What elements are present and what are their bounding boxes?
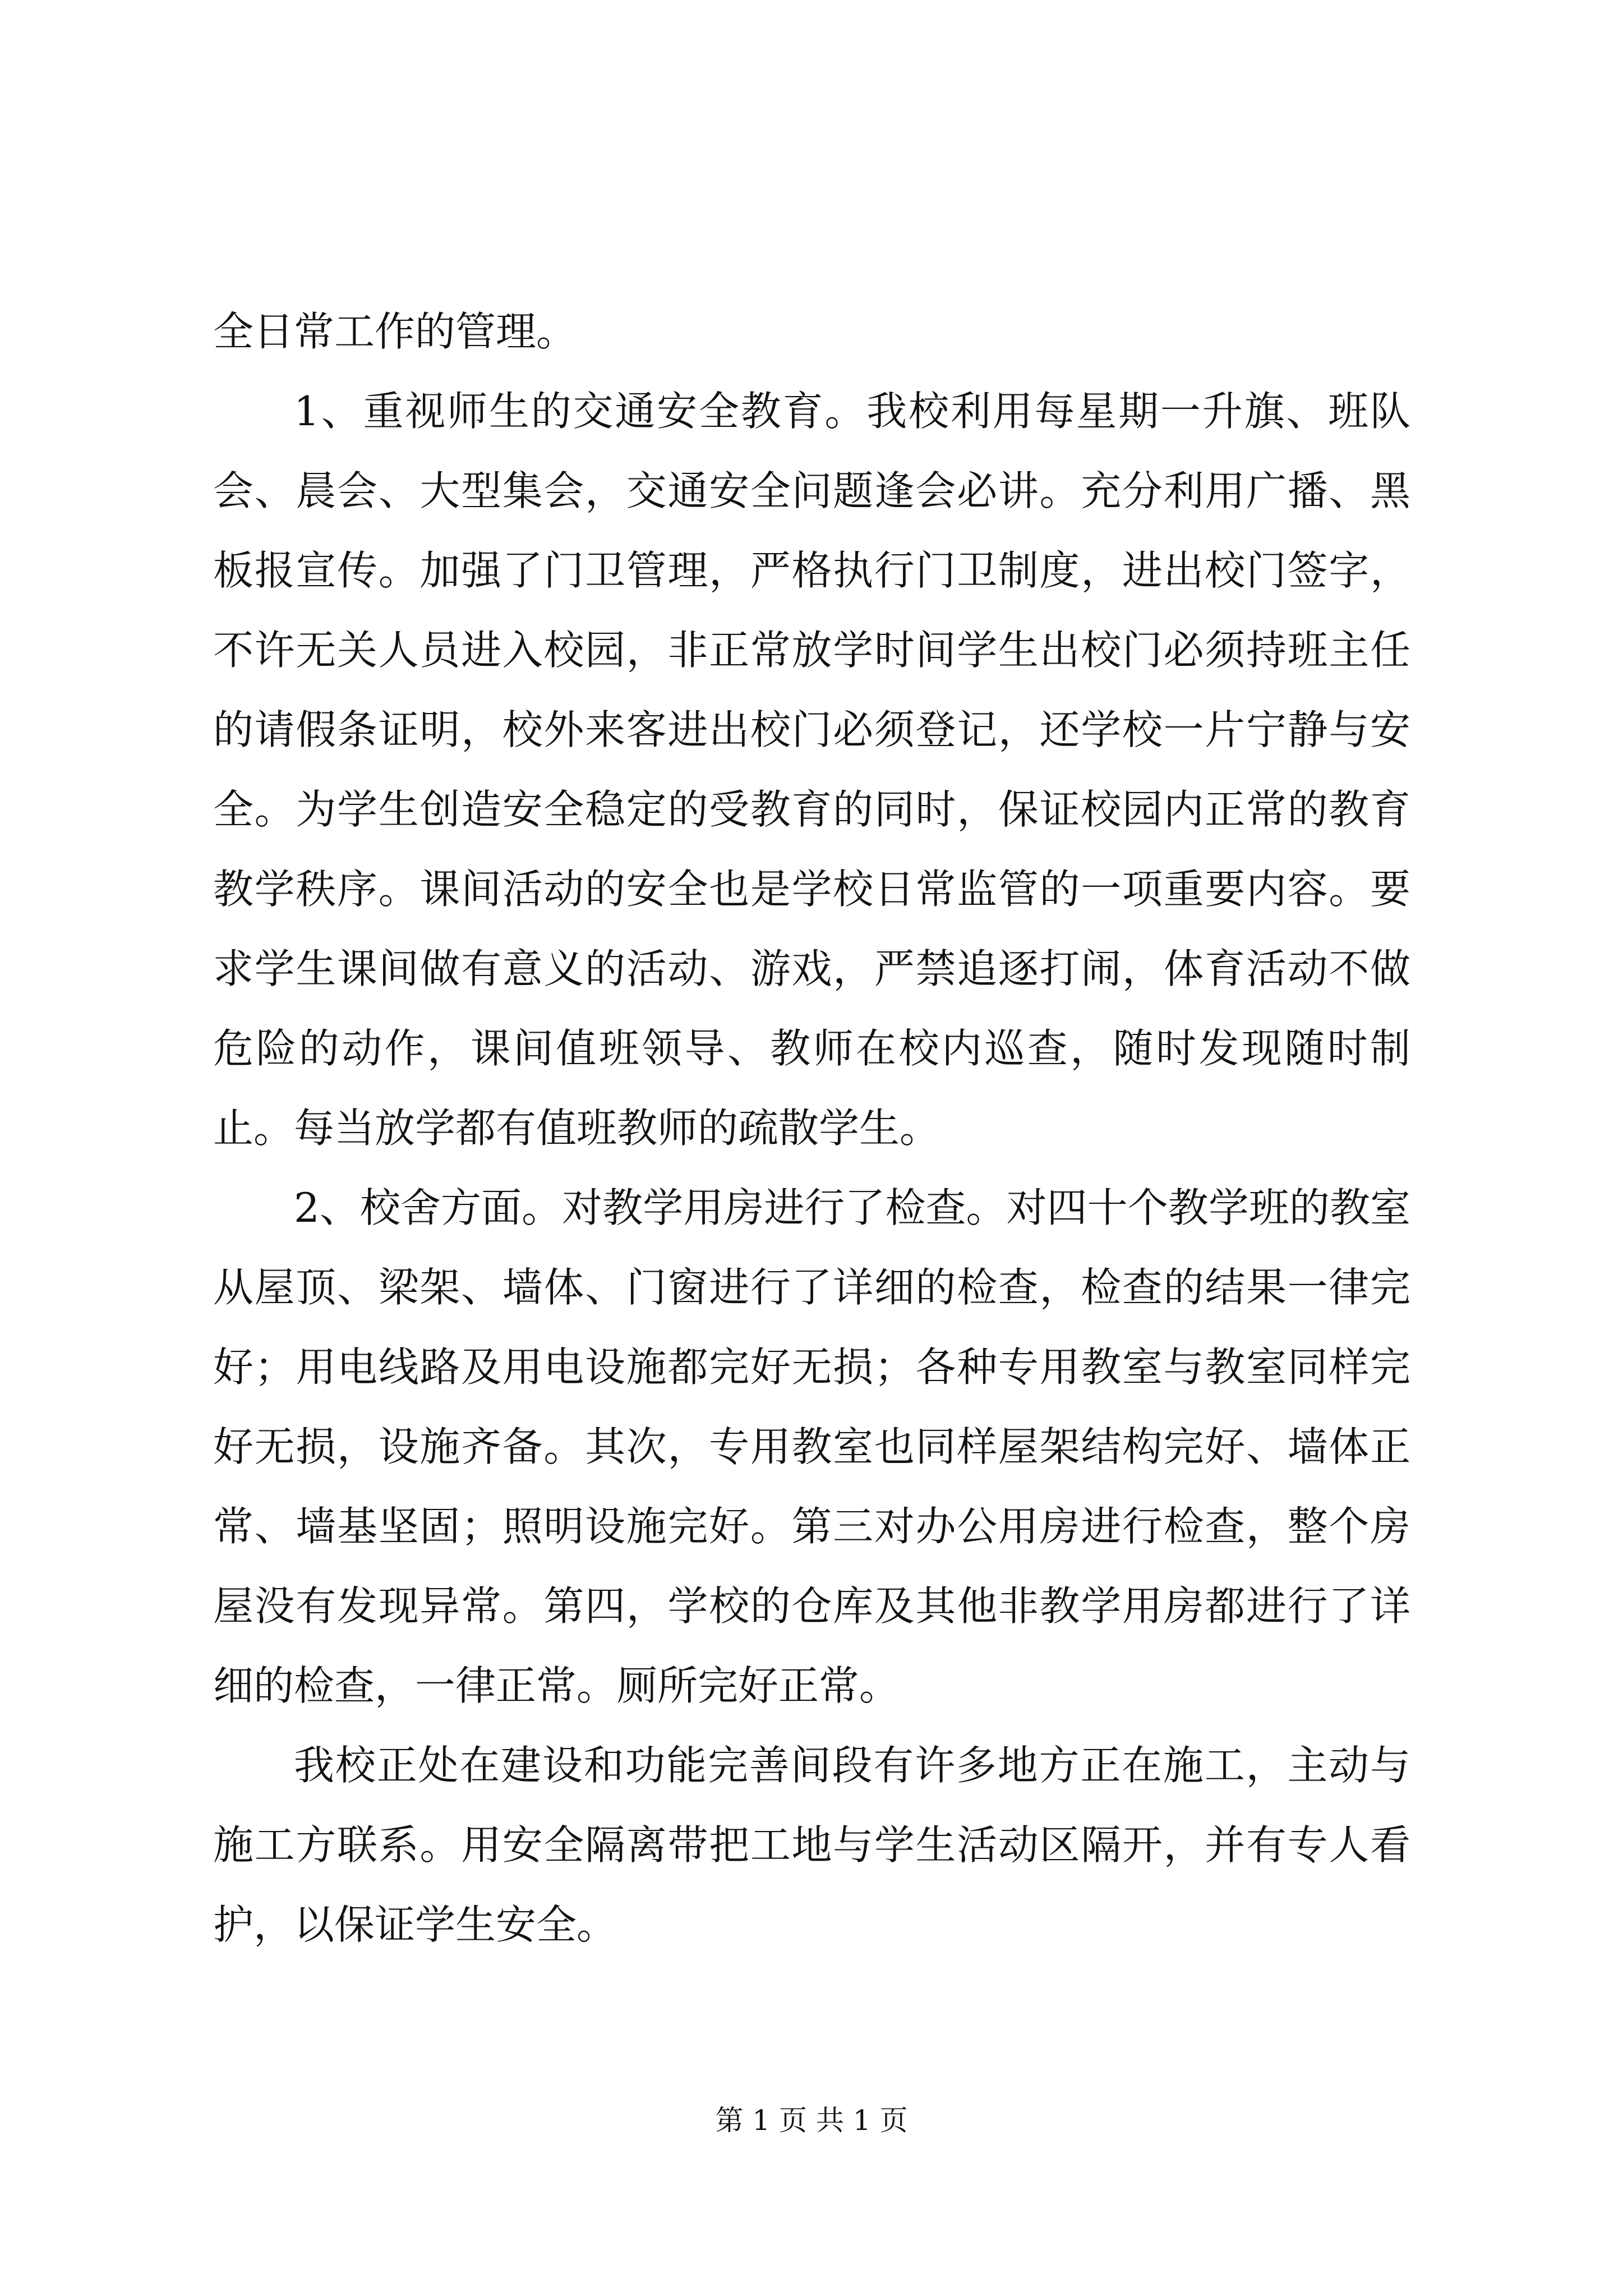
document-body [213, 292, 1410, 1964]
paragraph-school-buildings: 2、校舍方面。对教学用房进行了检查。对四十个教学班的教室从屋顶、梁架、墙体、门窗进行了详细的检查，检查的结果一律完好；用电线路及用电设施都完好无损；各种专用教室与教室同样完好无损，设施齐备。其次，专用教室也同样屋架结构完好、墙体正常、墙基坚固；照明设施完好。第三对办公用房进行检查，整个房屋没有发现异常。第四，学校的仓库及其他非教学用房都进行了详细的检查，一律正常。厕所完好正常。 [213, 1184, 1410, 1709]
paragraph-traffic-safety: 1、重视师生的交通安全教育。我校利用每星期一升旗、班队会、晨会、大型集会，交通安全问题逢会必讲。充分利用广播、黑板报宣传。加强了门卫管理，严格执行门卫制度，进出校门签字，不许无关人员进入校园，非正常放学时间学生出校门必须持班主任的请假条证明，校外来客进出校门必须登记，还学校一片宁静与安全。为学生创造安全稳定的受教育的同时，保证校园内正常的教育教学秩序。课间活动的安全也是学校日常监管的一项重要内容。要求学生课间做有意义的活动、游戏，严禁追逐打闹，体育活动不做危险的动作，课间值班领导、教师在校内巡查，随时发现随时制止。每当放学都有值班教师的疏散学生。 [213, 388, 1410, 1152]
page-footer: 第 1 页 共 1 页 [715, 2104, 908, 2137]
paragraph-construction: 我校正处在建设和功能完善间段有许多地方正在施工，主动与施工方联系。用安全隔离带把工地与学生活动区隔开，并有专人看护，以保证学生安全。 [213, 1742, 1410, 1948]
paragraph-continuation: 全日常工作的管理。 [213, 308, 577, 355]
